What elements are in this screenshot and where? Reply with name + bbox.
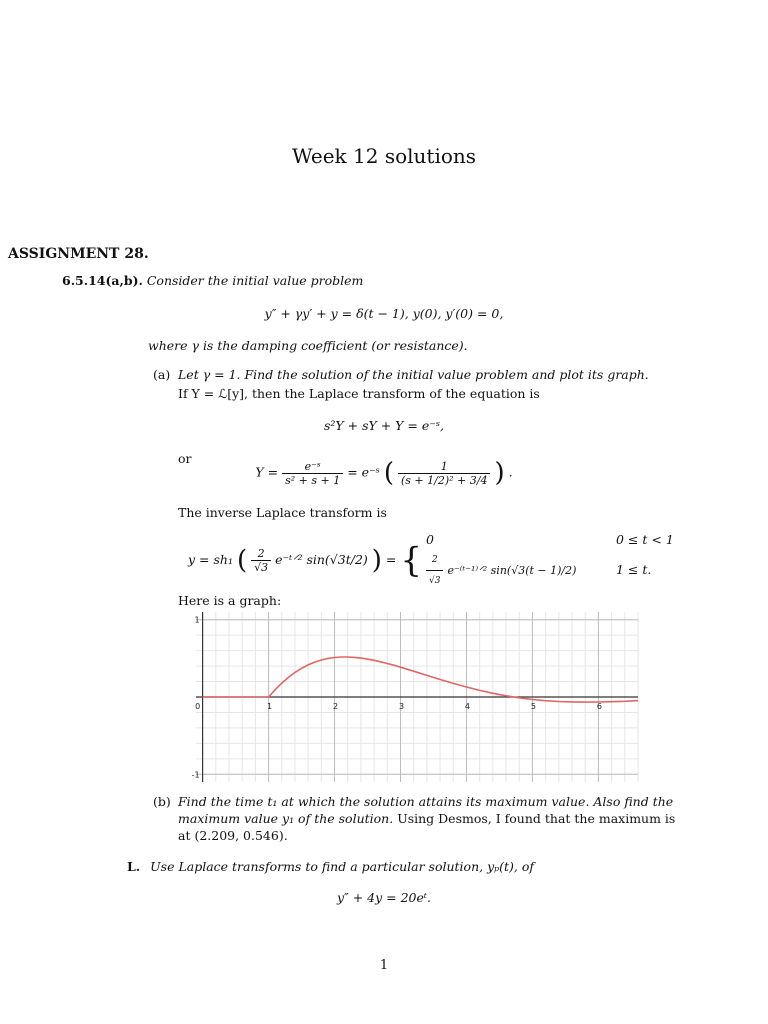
y-tick-label: 1 — [194, 615, 200, 625]
piecewise-cases — [426, 530, 674, 591]
inverse-intro: The inverse Laplace transform is — [178, 505, 387, 520]
left-paren: ( — [383, 458, 395, 488]
part-b-prompt-line-1: Find the time t₁ at which the solution attains its maximum value. Also find the — [178, 794, 674, 809]
case-2-expression — [426, 550, 616, 591]
left-paren: ( — [236, 545, 248, 576]
part-a-label: (a) — [153, 367, 171, 382]
case-1-condition: 0 ≤ t < 1 — [616, 532, 674, 547]
left-brace: { — [400, 540, 423, 581]
assignment-heading: ASSIGNMENT 28. — [8, 246, 149, 262]
problem-l-equation: y″ + 4y = 20eᵗ. — [337, 890, 431, 905]
part-a-prompt: Let γ = 1. Find the solution of the initial value problem and plot its graph. — [178, 367, 649, 382]
fraction-numerator: 2 — [431, 555, 438, 565]
fraction-denominator: √3 — [251, 560, 271, 574]
y-eq-middle: = e⁻ˢ — [347, 464, 380, 480]
right-paren: ) — [494, 458, 505, 488]
fraction-numerator: 1 — [440, 459, 448, 473]
y-equation — [0, 458, 768, 488]
problem-number: 6.5.14(a,b). — [62, 273, 143, 288]
y-eq-lhs: Y = — [255, 464, 279, 480]
problem-l-statement — [127, 859, 534, 874]
fraction-denominator: (s + 1/2)² + 3/4 — [398, 473, 490, 487]
case-1-expression: 0 — [426, 532, 434, 547]
problem-statement-text: Consider the initial value problem — [146, 273, 364, 288]
or-text: or — [178, 451, 192, 466]
page-title: Week 12 solutions — [291, 144, 477, 168]
solution-equation — [188, 530, 688, 591]
x-tick-label: 3 — [398, 702, 405, 711]
problem-l-label: L. — [127, 859, 141, 874]
case-2-fraction — [426, 550, 443, 591]
solution-equals: = — [385, 552, 397, 567]
solution-graph — [191, 612, 638, 782]
damping-note: where γ is the damping coefficient (or resistance). — [148, 338, 468, 353]
x-tick-label: 0 — [195, 702, 201, 711]
case-2-condition: 1 ≤ t. — [616, 562, 652, 577]
x-tick-label: 5 — [530, 702, 536, 711]
fraction-numerator: 2 — [257, 547, 265, 560]
x-tick-label: 6 — [596, 702, 602, 711]
solution-curve — [203, 657, 638, 702]
piecewise-case-1 — [426, 530, 674, 550]
x-tick-label: 1 — [267, 702, 273, 711]
part-b-answer-line-3: at (2.209, 0.546). — [178, 828, 288, 843]
part-b-answer-line-2: Using Desmos, I found that the maximum is — [397, 811, 676, 826]
part-b-prompt-line-2: maximum value y₁ of the solution. — [178, 811, 394, 826]
part-b-line-2 — [178, 811, 675, 826]
y-eq-end: . — [508, 464, 513, 480]
piecewise-case-2 — [426, 550, 674, 591]
solution-inner-fraction — [251, 547, 271, 574]
transform-equation: s²Y + sY + Y = e⁻ˢ, — [323, 418, 445, 433]
problem-l-prompt: Use Laplace transforms to find a particular solution, yₚ(t), of — [150, 859, 535, 874]
solution-lhs: y = sh₁ — [188, 552, 233, 567]
fraction-denominator: √3 — [426, 570, 443, 591]
fraction-numerator: e⁻ˢ — [304, 459, 321, 473]
x-tick-label: 2 — [332, 702, 339, 711]
laplace-intro: If Y = ℒ[y], then the Laplace transform of the equation is — [178, 386, 540, 401]
fraction-denominator: s² + s + 1 — [282, 473, 343, 487]
right-paren: ) — [371, 545, 382, 576]
page-number: 1 — [379, 958, 389, 973]
graph-intro: Here is a graph: — [178, 593, 282, 608]
solution-inner-rest: e⁻ᵗᐟ² sin(√3t/2) — [275, 552, 368, 567]
problem-statement — [62, 273, 363, 288]
y-eq-fraction-2 — [398, 460, 490, 487]
ivp-equation: y″ + γy′ + y = δ(t − 1), y(0), y′(0) = 0, — [264, 306, 504, 321]
y-eq-fraction-1 — [282, 460, 343, 487]
y-tick-label: -1 — [191, 770, 200, 780]
case-2-rest: e⁻⁽ᵗ⁻¹⁾ᐟ² sin(√3(t − 1)/2) — [447, 564, 577, 577]
part-b-label: (b) — [153, 794, 171, 809]
x-tick-label: 4 — [464, 702, 471, 711]
